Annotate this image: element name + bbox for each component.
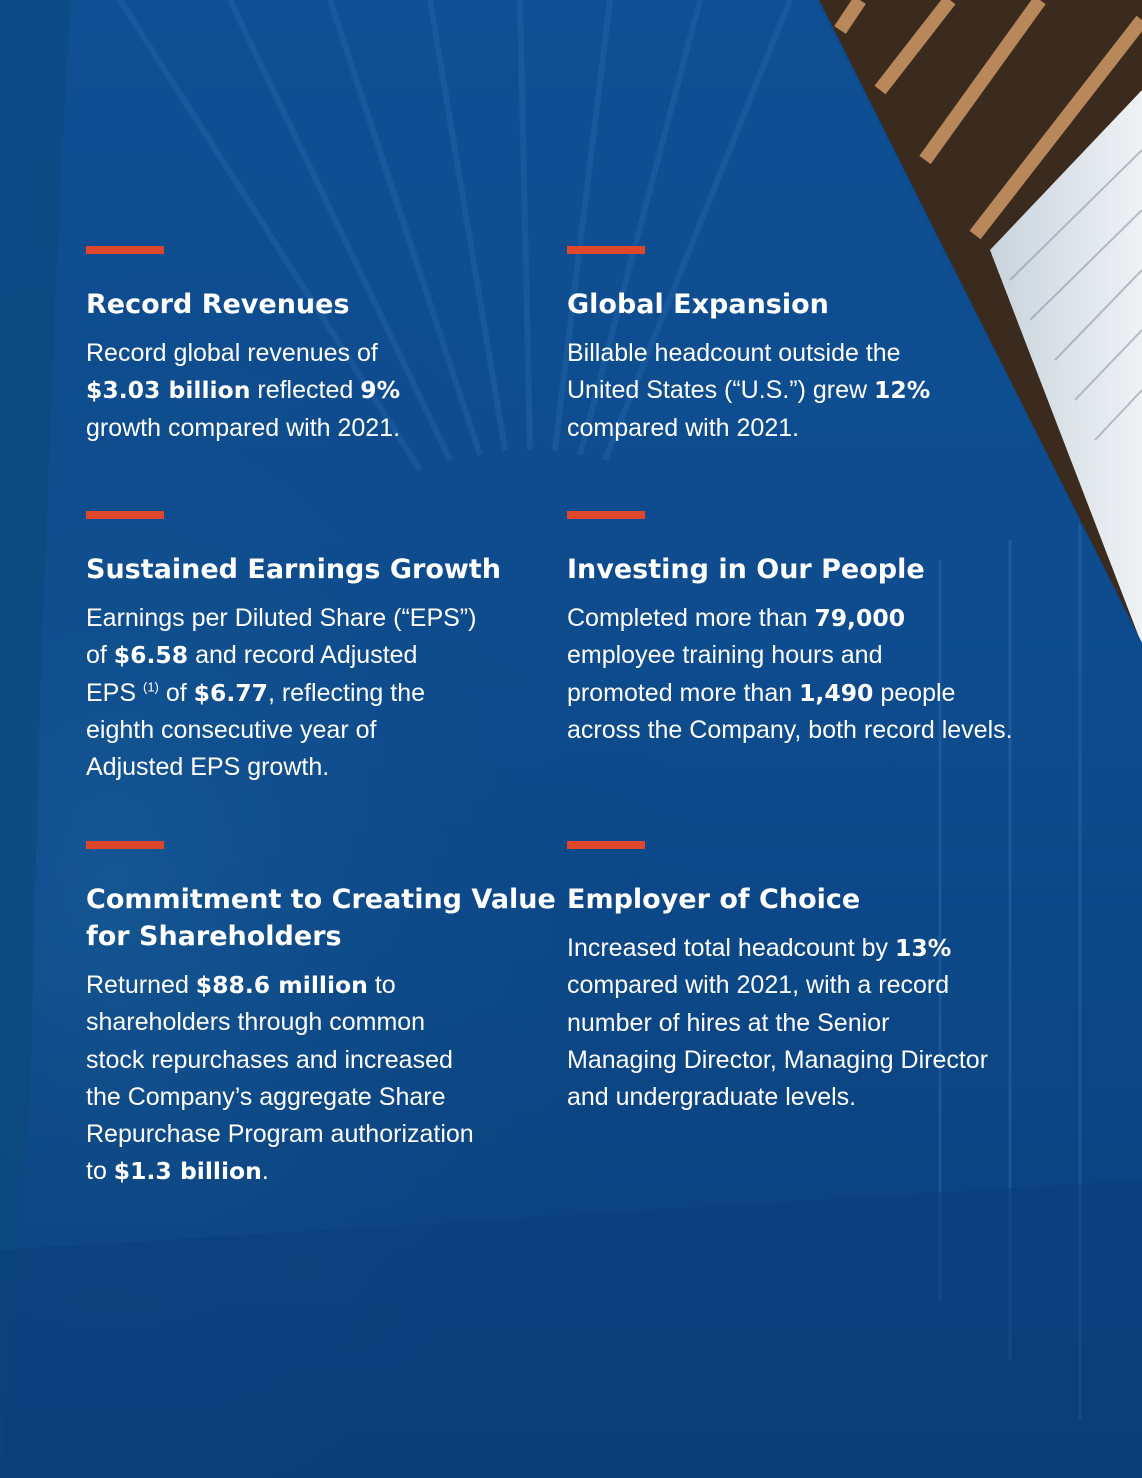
accent-rule xyxy=(567,511,645,519)
section-title: Commitment to Creating Value for Shareholders xyxy=(86,884,556,952)
accent-rule xyxy=(86,511,164,519)
stat-value: 12% xyxy=(874,376,931,405)
section-shareholder-value xyxy=(86,841,556,1191)
stat-value: 9% xyxy=(360,376,401,405)
accent-rule xyxy=(86,246,164,254)
stat-value: $88.6 million xyxy=(195,971,368,999)
accent-rule xyxy=(567,841,645,849)
section-investing-people xyxy=(567,511,1047,749)
section-title: Investing in Our People xyxy=(567,554,925,585)
section-title: Record Revenues xyxy=(86,289,350,320)
section-title: Global Expansion xyxy=(567,289,829,320)
section-text: Increased total headcount by 13% compared with 2021, with a record number of hires at the Senior Managing Director, Managing Director and undergraduate levels. xyxy=(567,934,989,1112)
section-text: Returned $88.6 million to shareholders through common stock repurchases and increased the Company’s aggregate Share Repurchase Program authorization to $1.3 billion. xyxy=(86,971,474,1186)
section-text: Billable headcount outside the United States (“U.S.”) grew 12% compared with 2021. xyxy=(567,339,931,442)
section-earnings-growth xyxy=(86,511,546,786)
accent-rule xyxy=(567,246,645,254)
section-global-expansion xyxy=(567,246,1027,447)
footnote-marker: (1) xyxy=(142,679,159,695)
stat-value: 13% xyxy=(895,934,952,962)
stat-value: 1,490 xyxy=(799,678,874,707)
stat-value: $6.77 xyxy=(193,678,268,707)
section-record-revenues xyxy=(86,246,546,447)
section-text: Record global revenues of $3.03 billion reflected 9% growth compared with 2021. xyxy=(86,339,401,442)
section-title: Employer of Choice xyxy=(567,884,861,915)
section-employer-choice xyxy=(567,841,1037,1116)
section-text: Earnings per Diluted Share (“EPS”) of $6.58 and record Adjusted EPS $^{(1)}$ of $6.77, reflecting the eighth consecutive year of Adjusted EPS growth. xyxy=(86,604,477,782)
stat-value: $1.3 billion xyxy=(113,1157,262,1186)
stat-value: 79,000 xyxy=(814,604,906,632)
stat-value: $6.58 xyxy=(113,641,189,670)
section-title: Sustained Earnings Growth xyxy=(86,554,501,585)
stat-value: $3.03 billion xyxy=(86,376,251,405)
accent-rule xyxy=(86,841,164,849)
section-text: Completed more than 79,000 employee training hours and promoted more than 1,490 people across the Company, both record levels. xyxy=(567,604,1013,744)
